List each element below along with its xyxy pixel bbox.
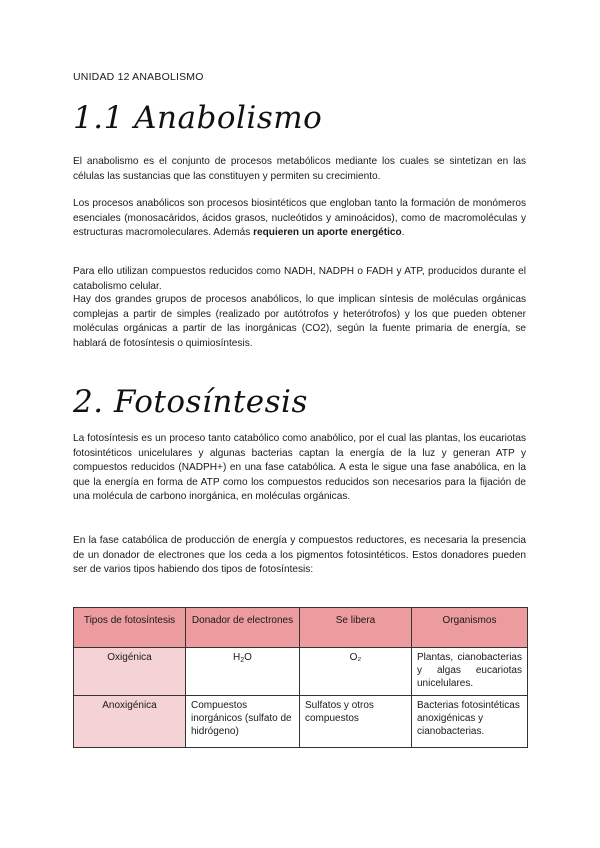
table-header-row	[74, 608, 528, 648]
table-cell-type: Oxigénica	[74, 648, 186, 696]
unit-header: UNIDAD 12 ANABOLISMO	[73, 71, 204, 83]
table-cell-released: O₂	[300, 648, 412, 696]
table-cell-released: Sulfatos y otros compuestos	[300, 696, 412, 748]
paragraph: Los procesos anabólicos son procesos biosintéticos que engloban tanto la formación de monómeros esenciales (monosacáridos, ácidos grasos, nucleótidos y aminoácidos), como de macromoléculas y estructuras macromoleculares. Además requieren un aporte energético.	[73, 198, 526, 239]
table-header-cell: Donador de electrones	[186, 608, 300, 648]
table-row	[74, 648, 528, 696]
table-cell-donor: $H_2O$	[186, 648, 300, 696]
paragraph: En la fase catabólica de producción de energía y compuestos reductores, es necesaria la presencia de un donador de electrones que los ceda a los pigmentos fotosintéticos. Estos donadores pueden ser de varios tipos habiendo dos tipos de fotosíntesis:	[73, 535, 526, 576]
section-title-fotosintesis: 2. Fotosíntesis	[73, 384, 308, 420]
table-header-cell: Tipos de fotosíntesis	[74, 608, 186, 648]
table-cell-type: Anoxigénica	[74, 696, 186, 748]
table-cell-organisms: Plantas, cianobacterias y algas eucariotas unicelulares.	[412, 648, 528, 696]
table-cell-organisms: Bacterias fotosintéticas anoxigénicas y cianobacterias.	[412, 696, 528, 748]
bold-phrase: requieren un aporte energético	[253, 227, 402, 239]
table-cell-donor: Compuestos inorgánicos (sulfato de hidrógeno)	[186, 696, 300, 748]
section-title-anabolismo: 1.1 Anabolismo	[73, 100, 323, 136]
table-row	[74, 696, 528, 748]
paragraph: La fotosíntesis es un proceso tanto catabólico como anabólico, por el cual las plantas, los eucariotas fotosintéticos unicelulares y algunas bacterias captan la energía de la luz y generan ATP y compuestos reducidos (NADPH+) en una fase catabólica. A esta le sigue una fase anabólica, en la que la energía en forma de ATP como los compuestos reducidos son necesarios para la fijación de una molécula de carbono inorgánica, en moléculas orgánicas.	[73, 433, 526, 503]
photosynthesis-table	[73, 607, 528, 748]
paragraph: Hay dos grandes grupos de procesos anabólicos, lo que implican síntesis de moléculas orgánicas complejas a partir de simples (realizado por autótrofos y heterótrofos) y los que pueden obtener moléculas orgánicas a partir de las inorgánicas (CO2), según la fuente primaria de energía, se hablará de fotosíntesis o quimiosíntesis.	[73, 294, 526, 349]
table-header-cell: Se libera	[300, 608, 412, 648]
paragraph: Para ello utilizan compuestos reducidos como NADH, NADPH o FADH y ATP, producidos durante el catabolismo celular.	[73, 266, 526, 292]
paragraph: El anabolismo es el conjunto de procesos metabólicos mediante los cuales se sintetizan en las células las sustancias que las constituyen y permiten su crecimiento.	[73, 156, 526, 182]
table-header-cell: Organismos	[412, 608, 528, 648]
